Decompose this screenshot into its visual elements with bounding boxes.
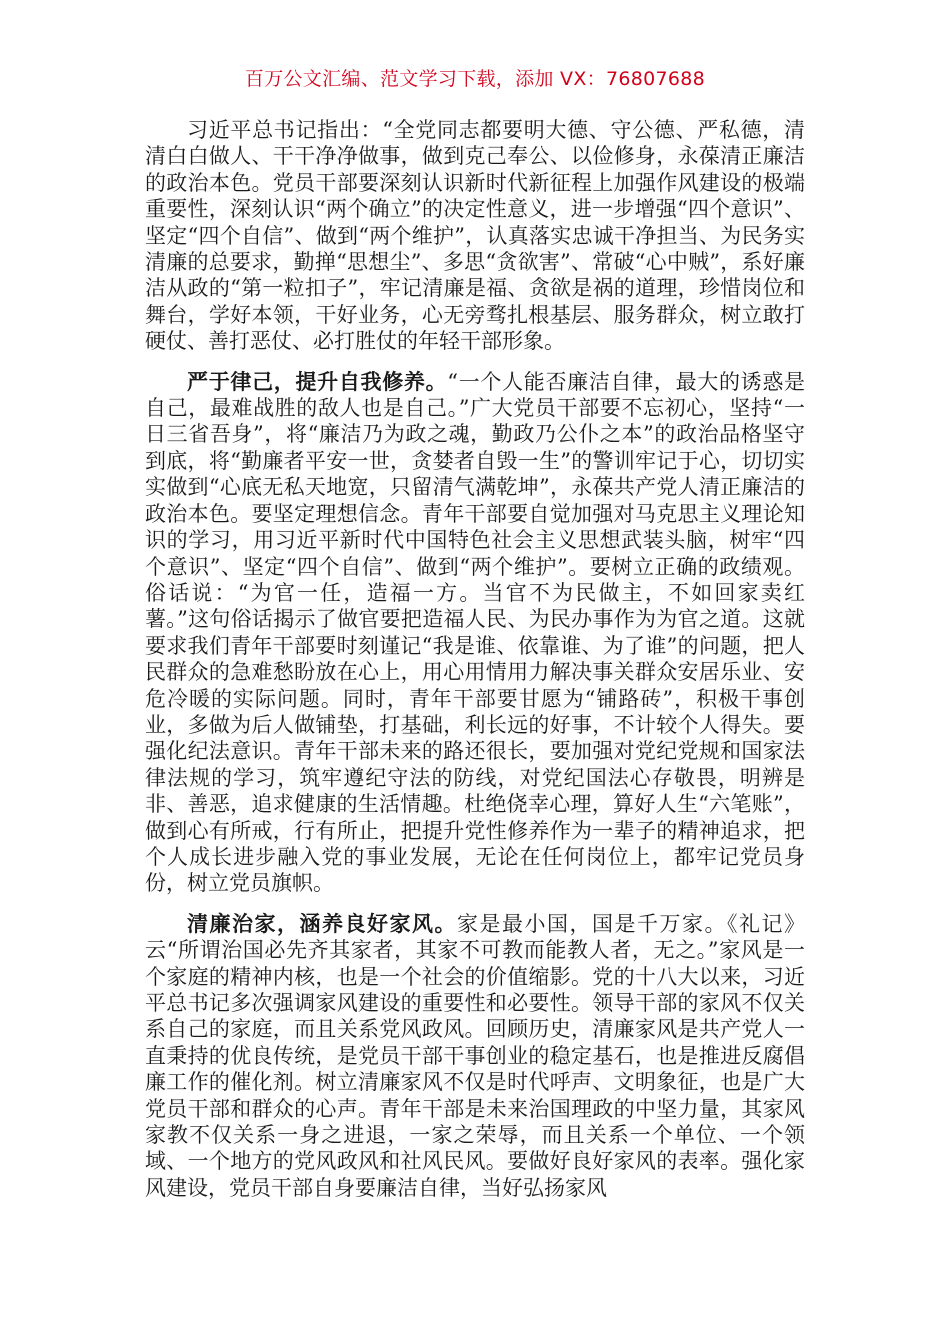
paragraph-1 <box>145 117 805 355</box>
paragraph-2 <box>145 369 805 897</box>
header-banner: 百万公文汇编、范文学习下载，添加 VX：76807688 <box>244 68 706 90</box>
paragraph-text: “一个人能否廉洁自律，最大的诱惑是自己，最难战胜的敌人也是自己。”广大党员干部要不忘初心，坚持“一日三省吾身”，将“廉洁乃为政之魂，勤政乃公仆之本”的政治品格坚守到底，将“勤廉者平安一世，贪婪者自毁一生”的警训牢记于心，切切实实做到“心底无私天地宽，只留清气满乾坤”，永葆共产党人清正廉洁的政治本色。要坚定理想信念。青年干部要自觉加强对马克思主义理论知识的学习，用习近平新时代中国特色社会主义思想武装头脑，树牢“四个意识”、坚定“四个自信”、做到“两个维护”。要树立正确的政绩观。俗话说：“为官一任，造福一方。当官不为民做主，不如回家卖红薯。”这句俗话揭示了做官要把造福人民、为民办事作为为官之道。这就要求我们青年干部要时刻谨记“我是谁、依靠谁、为了谁”的问题，把人民群众的急难愁盼放在心上，用心用情用力解决事关群众安居乐业、安危冷暖的实际问题。同时，青年干部要甘愿为“铺路砖”，积极干事创业，多做为后人做铺垫，打基础，利长远的好事，不计较个人得失。要强化纪法意识。青年干部未来的路还很长，要加强对党纪党规和国家法律法规的学习，筑牢遵纪守法的防线，对党纪国法心存敬畏，明辨是非、善恶，追求健康的生活情趣。杜绝侥幸心理，算好人生“六笔账”，做到心有所戒，行有所止，把提升党性修养作为一辈子的精神追求，把个人成长进步融入党的事业发展，无论在任何岗位上，都牢记党员身份，树立党员旗帜。 <box>145 369 806 896</box>
paragraph-text: 家是最小国，国是千万家。《礼记》云“所谓治国必先齐其家者，其家不可教而能教人者，无之。”家风是一个家庭的精神内核，也是一个社会的价值缩影。党的十八大以来，习近平总书记多次强调家风建设的重要性和必要性。领导干部的家风不仅关系自己的家庭，而且关系党风政风。回顾历史，清廉家风是共产党人一直秉持的优良传统，是党员干部干事创业的稳定基石，也是推进反腐倡廉工作的催化剂。树立清廉家风不仅是时代呼声、文明象征，也是广大党员干部和群众的心声。青年干部是未来治国理政的中坚力量，其家风家教不仅关系一身之进退，一家之荣辱，而且关系一个单位、一个领域、一个地方的党风政风和社风民风。要做好良好家风的表率。强化家风建设，党员干部自身要廉洁自律，当好弘扬家风 <box>145 911 805 1200</box>
paragraph-text: 习近平总书记指出：“全党同志都要明大德、守公德、严私德，清清白白做人、干干净净做事，做到克己奉公、以俭修身，永葆清正廉洁的政治本色。党员干部要深刻认识新时代新征程上加强作风建设的极端重要性，深刻认识“两个确立”的决定性意义，进一步增强“四个意识”、坚定“四个自信”、做到“两个维护”，认真落实忠诚干净担当、为民务实清廉的总要求，勤掸“思想尘”、多思“贪欲害”、常破“心中贼”，系好廉洁从政的“第一粒扣子”，牢记清廉是福、贪欲是祸的道理，珍惜岗位和舞台，学好本领，干好业务，心无旁骛扎根基层、服务群众，树立敢打硬仗、善打恶仗、必打胜仗的年轻干部形象。 <box>145 118 805 354</box>
paragraph-lead: 清廉治家，涵养良好家风。 <box>187 910 457 936</box>
paragraph-3 <box>145 911 805 1201</box>
paragraph-lead: 严于律己，提升自我修养。 <box>187 368 448 394</box>
document-body <box>145 117 805 1215</box>
